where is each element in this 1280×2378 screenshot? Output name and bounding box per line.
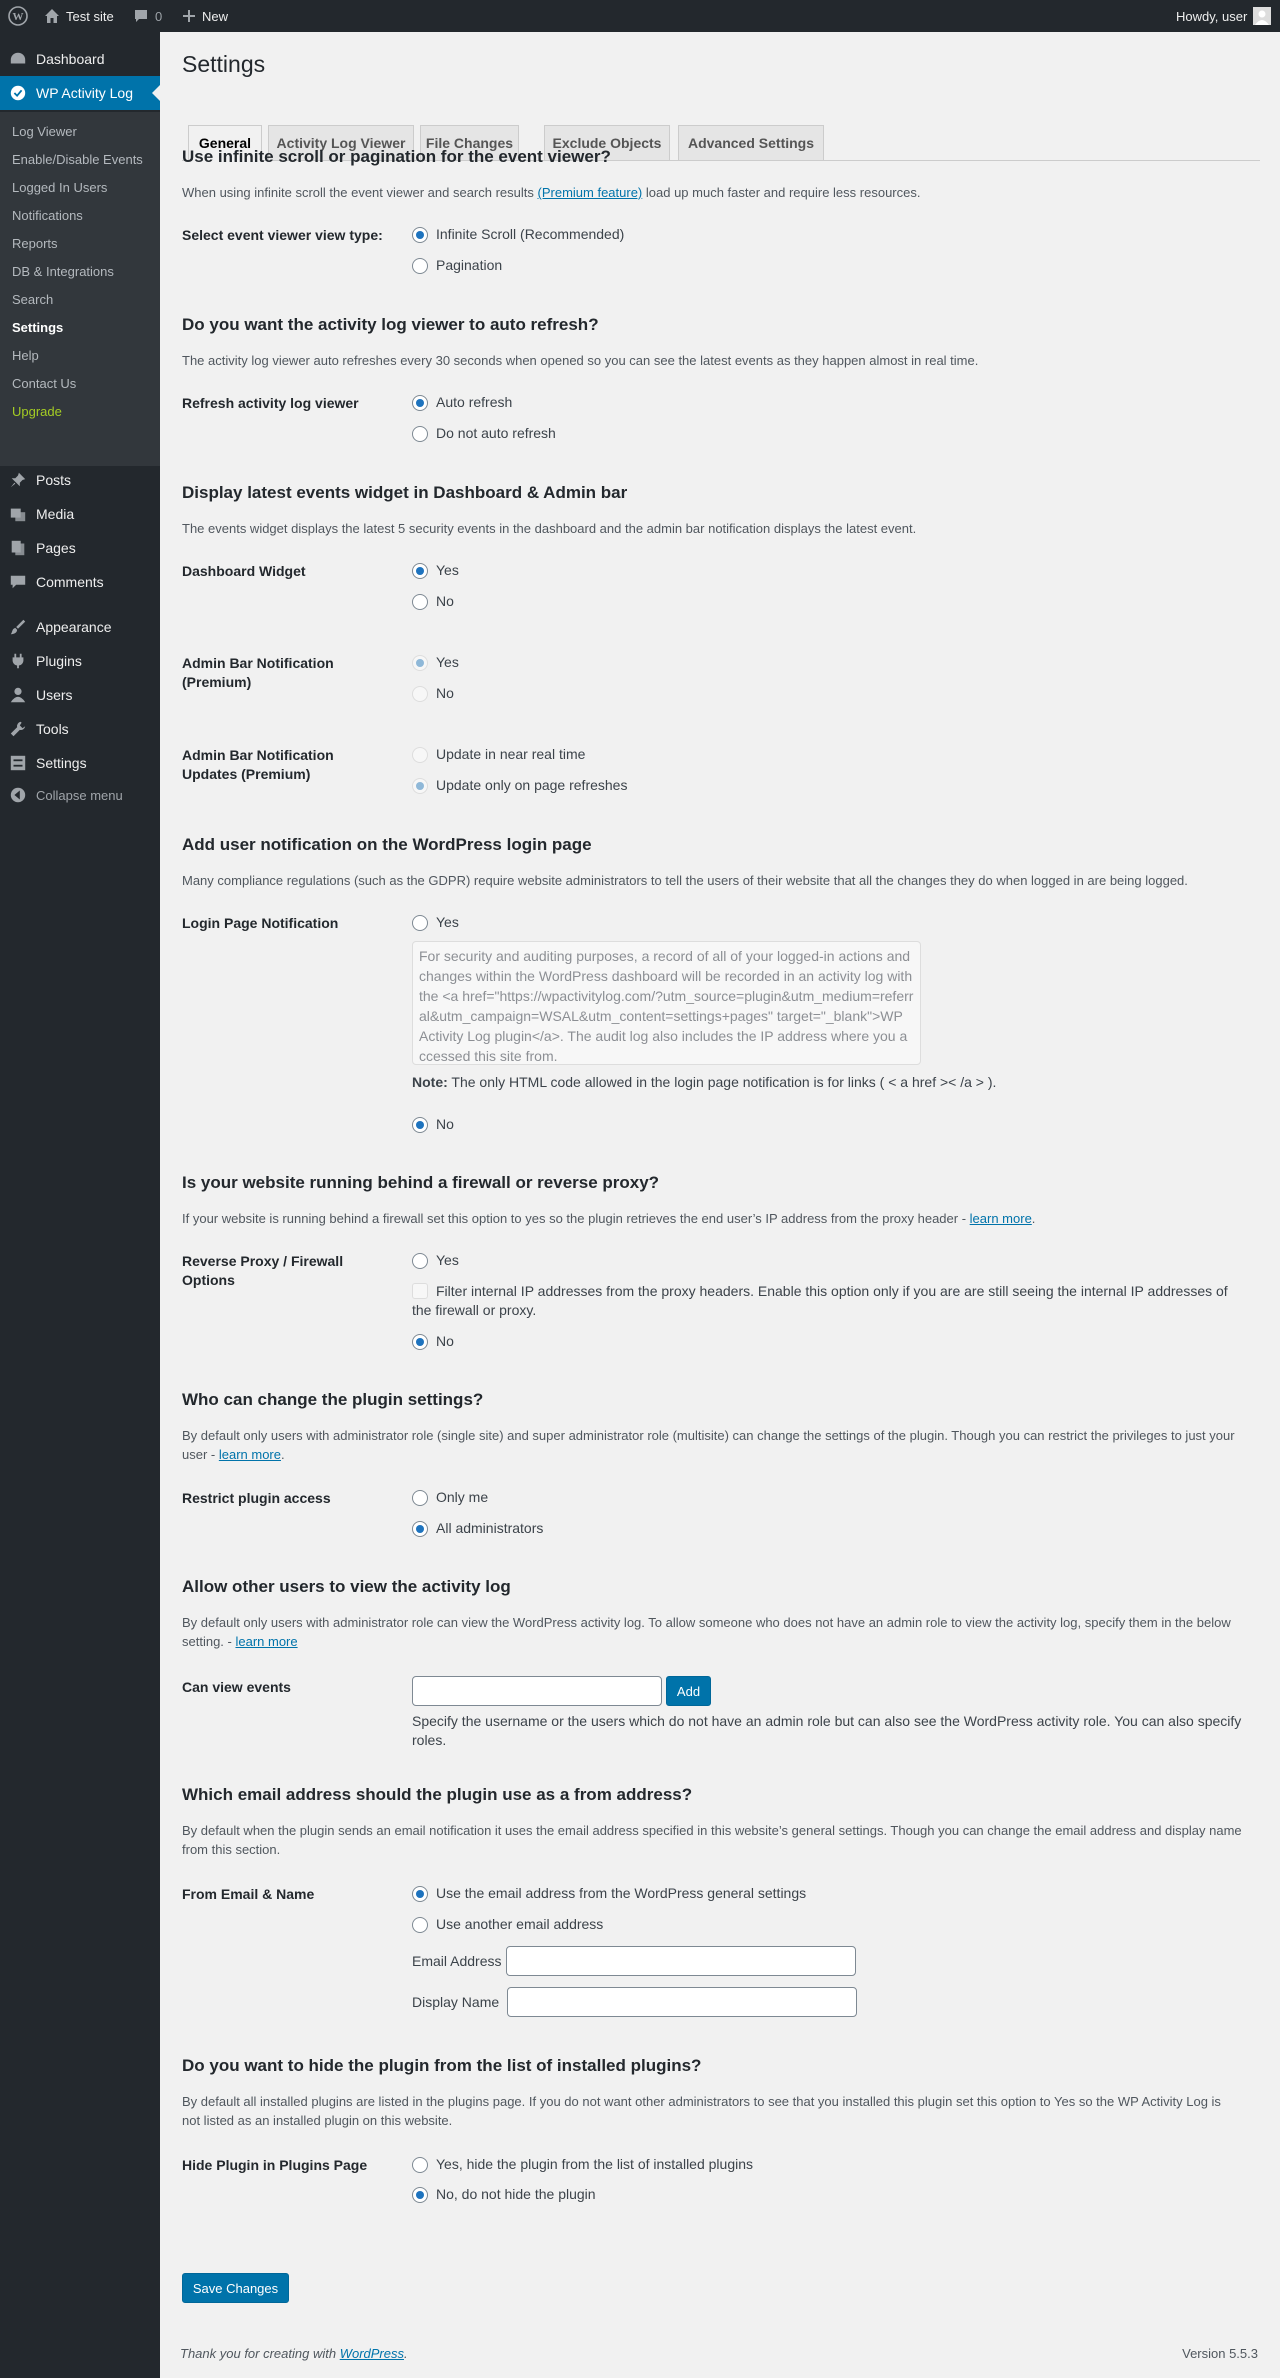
radio-login-no[interactable]: No [412, 1115, 454, 1134]
firewall-learn-more-link[interactable]: learn more [969, 1211, 1032, 1226]
activity-log-icon [0, 84, 36, 102]
login-note: Note: The only HTML code allowed in the login page notification is for links ( < a href >< /a > ). [412, 1074, 997, 1090]
howdy-label: Howdy, user [1176, 8, 1248, 24]
radio-only-me[interactable]: Only me [412, 1488, 488, 1507]
heading-auto-refresh: Do you want the activity log viewer to auto refresh? [182, 315, 599, 334]
submenu-notifications[interactable]: Notifications [12, 208, 83, 223]
wordpress-link[interactable]: WordPress [339, 2346, 404, 2361]
radio-infinite-scroll[interactable]: Infinite Scroll (Recommended) [412, 225, 624, 244]
label-from-email: From Email & Name [182, 1886, 315, 1902]
heading-view-log: Allow other users to view the activity log [182, 1577, 511, 1596]
heading-from-email: Which email address should the plugin use as a from address? [182, 1785, 693, 1804]
desc-auto-refresh: The activity log viewer auto refreshes every 30 seconds when opened so you can see the latest events as they happen almost in real time. [182, 353, 979, 368]
checkbox-filter-internal-ip[interactable]: Filter internal IP addresses from the proxy headers. Enable this option only if you are are still seeing the internal IP addresses of the firewall or proxy. [412, 1283, 1228, 1318]
radio-no-auto-refresh[interactable]: Do not auto refresh [412, 424, 556, 443]
radio-update-realtime: Update in near real time [412, 745, 585, 764]
settings-icon [0, 754, 36, 772]
display-name-input[interactable] [507, 1987, 857, 2017]
my-account-link[interactable] [1176, 0, 1271, 32]
radio-widget-yes[interactable]: Yes [412, 561, 459, 580]
submenu-enable-disable-events[interactable]: Enable/Disable Events [12, 152, 143, 167]
radio-pagination[interactable]: Pagination [412, 256, 502, 275]
media-icon [0, 505, 36, 523]
collapse-icon [0, 786, 36, 804]
viewlog-learn-more-link[interactable]: learn more [235, 1634, 298, 1649]
can-view-help: Specify the username or the users which do not have an admin role but can also see the WordPress activity role. You can also specify roles. [412, 1713, 1242, 1748]
save-changes-button[interactable]: Save Changes [182, 2273, 289, 2303]
premium-feature-link[interactable]: (Premium feature) [537, 185, 643, 200]
new-label: New [202, 8, 229, 24]
site-name-link[interactable] [44, 0, 114, 32]
heading-hide-plugin: Do you want to hide the plugin from the list of installed plugins? [182, 2056, 702, 2075]
menu-pages[interactable]: Pages [0, 531, 160, 565]
desc-view-type: When using infinite scroll the event viewer and search results (Premium feature) load up much faster and require less resources. [182, 185, 921, 200]
desc-hide-plugin: By default all installed plugins are listed in the plugins page. If you do not want other administrators to see that you installed this plugin set this option to Yes so the WP Activity Log is not listed as an installed plugin on this website. [182, 2094, 1221, 2128]
activity-log-submenu [0, 112, 160, 466]
heading-login-notification: Add user notification on the WordPress login page [182, 835, 592, 854]
footer-thanks: Thank you for creating with WordPress. [180, 2346, 408, 2361]
comments-count: 0 [155, 8, 163, 24]
label-reverse-proxy: Reverse Proxy / Firewall Options [182, 1253, 344, 1288]
menu-tools[interactable]: Tools [0, 712, 160, 746]
email-address-input[interactable] [506, 1946, 856, 1976]
menu-settings[interactable]: Settings [0, 746, 160, 780]
menu-appearance[interactable]: Appearance [0, 610, 160, 644]
admin-bar [0, 0, 1280, 32]
menu-posts[interactable]: Posts [0, 463, 160, 497]
comments-link[interactable] [133, 0, 162, 32]
desc-login-notification: Many compliance regulations (such as the GDPR) require website administrators to tell the users of their website that all the changes they do when logged in are being logged. [182, 873, 1188, 888]
radio-proxy-yes[interactable]: Yes [412, 1251, 459, 1270]
can-view-events-input[interactable] [412, 1676, 662, 1706]
tab-advanced-settings[interactable]: Advanced Settings [678, 125, 824, 161]
desc-view-log: By default only users with administrator role can view the WordPress activity log. To allow someone who does not have an admin role to view the activity log, specify them in the below setting. - learn more [182, 1615, 1231, 1649]
radio-proxy-no[interactable]: No [412, 1332, 454, 1351]
menu-dashboard[interactable]: Dashboard [0, 42, 160, 76]
menu-users[interactable]: Users [0, 678, 160, 712]
label-hide-plugin: Hide Plugin in Plugins Page [182, 2157, 368, 2173]
wrench-icon [0, 720, 36, 738]
submenu-reports[interactable]: Reports [12, 236, 58, 251]
radio-adminbar-yes: Yes [412, 653, 459, 672]
heading-view-type: Use infinite scroll or pagination for the event viewer? [182, 147, 611, 166]
heading-widget: Display latest events widget in Dashboard & Admin bar [182, 483, 628, 502]
menu-comments[interactable]: Comments [0, 565, 160, 599]
radio-hide-no[interactable]: No, do not hide the plugin [412, 2185, 596, 2204]
label-view-type: Select event viewer view type: [182, 227, 383, 243]
desc-firewall: If your website is running behind a firewall set this option to yes so the plugin retrieves the end user’s IP address from the proxy header - learn more. [182, 1211, 1036, 1226]
pin-icon [0, 471, 36, 489]
home-icon [44, 8, 60, 24]
submenu-logged-in-users[interactable]: Logged In Users [12, 180, 108, 195]
submenu-help[interactable]: Help [12, 348, 39, 363]
submenu-db-integrations[interactable]: DB & Integrations [12, 264, 114, 279]
desc-widget: The events widget displays the latest 5 security events in the dashboard and the admin bar notification displays the latest event. [182, 521, 917, 536]
avatar [1253, 7, 1271, 25]
label-admin-bar-updates: Admin Bar Notification Updates (Premium) [182, 747, 334, 782]
label-admin-bar-notification: Admin Bar Notification (Premium) [182, 655, 334, 690]
desc-from-email: By default when the plugin sends an email notification it uses the email address specified in this website’s general settings. Though you can change the email address and display name from this section. [182, 1823, 1242, 1857]
radio-email-another[interactable]: Use another email address [412, 1915, 603, 1934]
login-notification-textarea[interactable]: For security and auditing purposes, a record of all of your logged-in actions and changes within the WordPress dashboard will be recorded in an activity log with the <a href="https://wpactivitylog.com/?utm_source=plugin&utm_medium=referral&utm_campaign=WSAL&utm_content=settings+pages" target="_blank">WP Activity Log plugin</a>. The audit log also includes the IP address where you accessed this site from. [412, 941, 921, 1065]
menu-wp-activity-log[interactable]: WP Activity Log [0, 76, 160, 110]
comment-icon [133, 8, 149, 24]
svg-text:W: W [12, 11, 24, 23]
radio-email-general[interactable]: Use the email address from the WordPress general settings [412, 1884, 806, 1903]
label-restrict-access: Restrict plugin access [182, 1490, 331, 1506]
radio-update-refresh: Update only on page refreshes [412, 776, 627, 795]
tab-file-changes[interactable]: File Changes [420, 125, 519, 161]
radio-widget-no[interactable]: No [412, 592, 454, 611]
radio-hide-yes[interactable]: Yes, hide the plugin from the list of installed plugins [412, 2155, 753, 2174]
plug-icon [0, 652, 36, 670]
users-icon [0, 686, 36, 704]
label-email-address: Email Address [412, 1953, 502, 1969]
menu-plugins[interactable]: Plugins [0, 644, 160, 678]
submenu-upgrade[interactable]: Upgrade [12, 404, 62, 419]
submenu-log-viewer[interactable]: Log Viewer [12, 124, 77, 139]
radio-adminbar-no: No [412, 684, 454, 703]
heading-plugin-access: Who can change the plugin settings? [182, 1390, 484, 1409]
radio-all-admins[interactable]: All administrators [412, 1519, 543, 1538]
dashboard-icon [0, 50, 36, 68]
tab-general[interactable]: General [188, 125, 262, 161]
comments-icon [0, 573, 36, 591]
add-user-button[interactable]: Add [666, 1676, 711, 1706]
radio-login-yes[interactable]: Yes [412, 913, 459, 932]
tab-activity-log-viewer[interactable]: Activity Log Viewer [268, 125, 414, 161]
radio-auto-refresh[interactable]: Auto refresh [412, 393, 512, 412]
page-title: Settings [182, 51, 266, 77]
admin-menu [0, 32, 160, 2378]
collapse-menu-button[interactable]: Collapse menu [0, 778, 160, 812]
menu-media[interactable]: Media [0, 497, 160, 531]
label-display-name: Display Name [412, 1994, 500, 2010]
submenu-contact-us[interactable]: Contact Us [12, 376, 77, 391]
site-name: Test site [66, 8, 114, 24]
new-content-link[interactable] [182, 0, 228, 32]
submenu-search[interactable]: Search [12, 292, 54, 307]
access-learn-more-link[interactable]: learn more [218, 1447, 281, 1462]
label-refresh: Refresh activity log viewer [182, 395, 359, 411]
label-dashboard-widget: Dashboard Widget [182, 563, 306, 579]
label-login-notification: Login Page Notification [182, 915, 339, 931]
submenu-settings[interactable]: Settings [12, 320, 64, 335]
version-label: Version 5.5.3 [1182, 2346, 1258, 2361]
wordpress-logo-icon[interactable] [8, 0, 28, 32]
plus-icon [182, 9, 196, 23]
desc-plugin-access: By default only users with administrator role (single site) and super administrator role (multisite) can change the settings of the plugin. Though you can restrict the privileges to just your user - learn more. [182, 1428, 1235, 1462]
label-can-view-events: Can view events [182, 1679, 291, 1695]
heading-firewall: Is your website running behind a firewall or reverse proxy? [182, 1173, 660, 1192]
tab-exclude-objects[interactable]: Exclude Objects [544, 125, 670, 161]
pages-icon [0, 539, 36, 557]
brush-icon [0, 618, 36, 636]
